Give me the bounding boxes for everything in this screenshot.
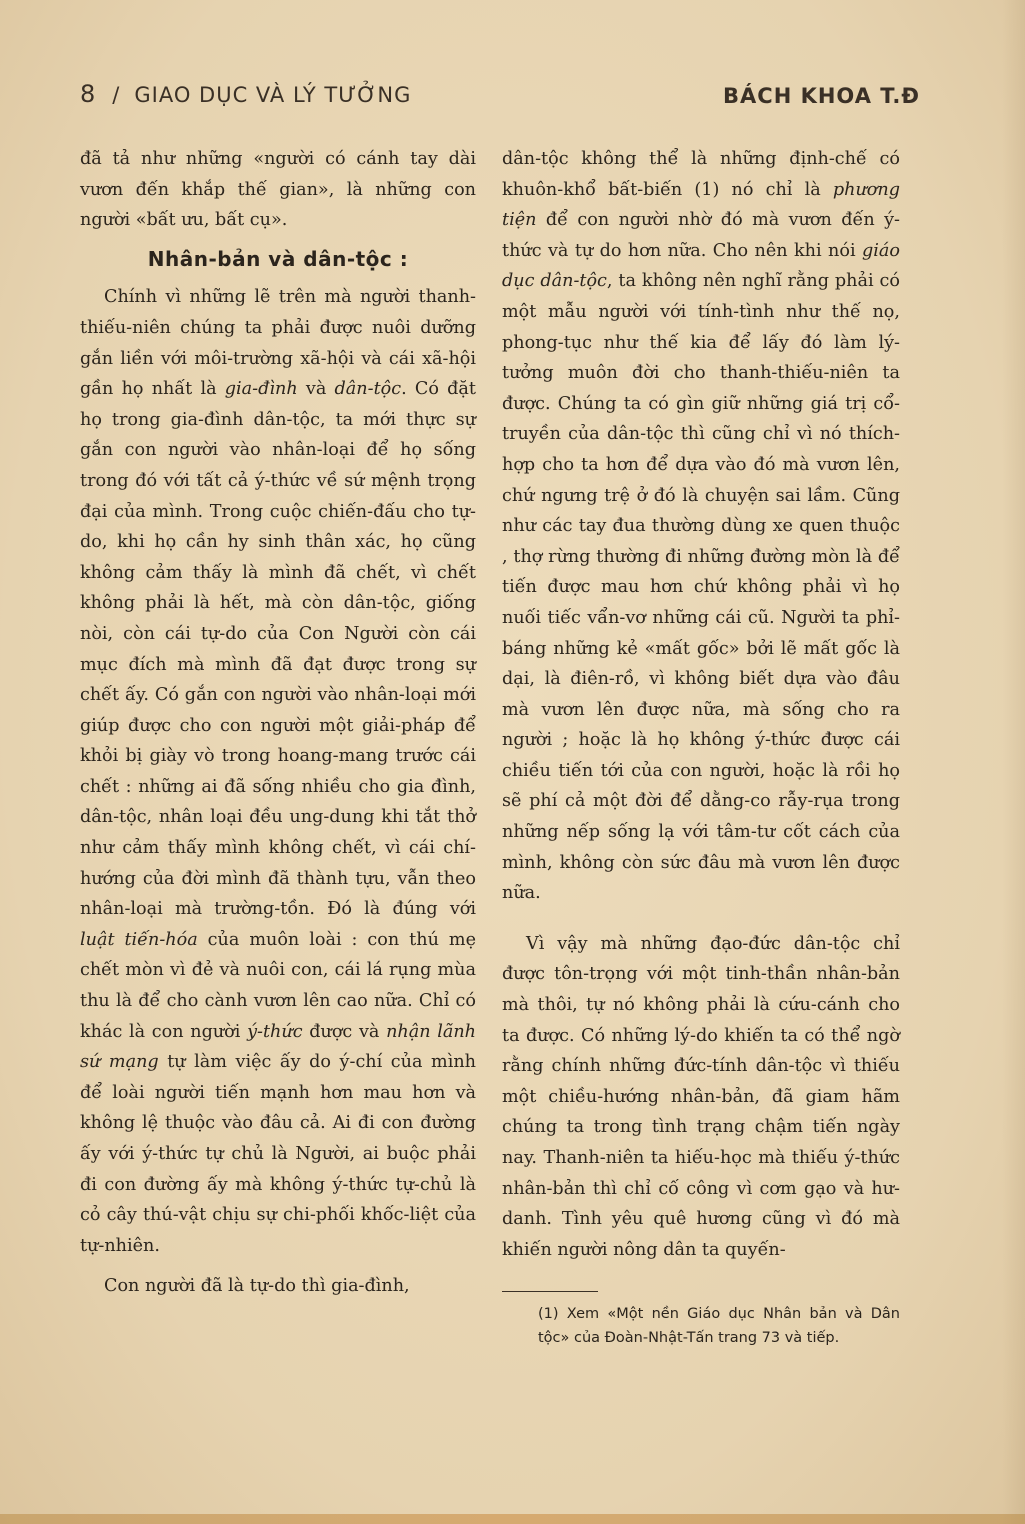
left-column: [80, 144, 476, 1302]
left-p2-italic-gia-dinh: gia-đình: [224, 379, 298, 400]
bottom-edge-band: [0, 1514, 1025, 1524]
left-p2-text-a: Chính vì những lẽ trên mà người thanh-thiếu-niên chúng ta phải được nuôi dưỡng gắn liền với môi-trường xã-hội và cái xã-hội gần họ nhất là: [80, 287, 476, 400]
header-separator: /: [112, 83, 121, 107]
right-p1-text-c: , ta không nên nghĩ rằng phải có một mẫu người với tính-tình như thế nọ, phong-tục như thế kia để lấy đó làm lý-tưởng muôn đời cho thanh-thiếu-niên ta được. Chúng ta có gìn giữ những giá trị cổ-truyền của dân-tộc thì cũng chỉ vì nó thích-hợp cho ta hơn để dựa vào đó mà vươn lên, chứ ngưng trệ ở đó là chuyện sai lầm. Cũng như các tay đua thường dùng xe quen thuộc , thợ rừng thường đi những đường mòn là để tiến được mau hơn chứ không phải vì họ nuối tiếc vẩn-vơ những cái cũ. Người ta phỉ-báng những kẻ «mất gốc» bởi lẽ mất gốc là dại, là điên-rồ, vì không biết dựa vào đâu mà vươn lên được nữa, mà sống cho ra người ; hoặc là họ không ý-thức được cái chiều tiến tới của con người, hoặc là rồi họ sẽ phí cả một đời để dằng-co rẫy-rụa trong những nếp sống lạ với tâm-tư cốt cách của mình, không còn sức đâu mà vươn lên được nữa.: [502, 271, 900, 904]
page-edge-shading: [1002, 0, 1025, 1524]
paragraph-gap: [502, 909, 900, 929]
page-number: 8: [80, 80, 97, 108]
left-p2-italic-dan-toc: dân-tộc: [334, 379, 402, 400]
right-p1-italic-phuong-tien: phương tiện: [502, 179, 900, 231]
left-p2-text-a2: và: [297, 379, 335, 400]
right-p1-text-a: dân-tộc không thể là những định-chế có khuôn-khổ bất-biến (1) nó chỉ là: [502, 149, 900, 200]
header-left: [80, 80, 411, 108]
left-p2-text-b: . Có đặt họ trong gia-đình dân-tộc, ta mới thực sự gắn con người vào nhân-loại để họ sống trong đó với tất cả ý-thức về sứ mệnh trọng đại của mình. Trong cuộc chiến-đấu cho tự-do, khi họ cần hy sinh thân xác, họ cũng không cảm thấy là mình đã chết, vì chết không phải là hết, mà còn dân-tộc, giống nòi, còn cái tự-do của Con Người còn cái mục đích mà mình đã đạt được trong sự chết ấy. Có gắn con người vào nhân-loại mới giúp được cho con người một giải-pháp để khỏi bị giày vò trong hoang-mang trước cái chết : những ai đã sống nhiều cho gia đình, dân-tộc, nhân loại đều ung-dung khi tắt thở như cảm thấy mình không chết, vì cái chí-hướng của đời mình đã thành tựu, vẫn theo nhân-loại mà trường-tồn. Đó là đúng với: [80, 379, 476, 920]
running-header: [80, 80, 920, 116]
spacer: [80, 1261, 476, 1271]
left-p2-text-c: của muôn loài : con thú mẹ chết mòn vì đẻ và nuôi con, cái lá rụng mùa thu là để cho cành vươn lên cao nữa. Chỉ có khác là con người: [80, 929, 476, 1042]
article-title: GIAO DỤC VÀ LÝ TƯỞNG: [134, 83, 412, 107]
right-paragraph-2: Vì vậy mà những đạo-đức dân-tộc chỉ được tôn-trọng với một tinh-thần nhân-bản mà thôi, tự nó không phải là cứu-cánh cho ta được. Có những lý-do khiến ta có thể ngờ rằng chính những đức-tính dân-tộc vì thiếu một chiều-hướng nhân-bản, đã giam hãm chúng ta trong tình trạng chậm tiến ngày nay. Thanh-niên ta hiếu-học mà thiếu ý-thức nhân-bản thì chỉ cố công vì cơm gạo và hư-danh. Tình yêu quê hương cũng vì đó mà khiến người nông dân ta quyến-: [502, 933, 900, 1260]
left-p2-text-d: được và: [302, 1021, 387, 1042]
footnote-divider: [502, 1291, 598, 1292]
right-p1-text-b: để con người nhờ đó mà vươn đến ý-thức và tự do hơn nữa. Cho nên khi nói: [502, 210, 900, 261]
left-p2-italic-y-thuc: ý-thức: [247, 1021, 303, 1042]
right-paragraph-1: [502, 144, 900, 909]
left-p2-italic-su-mang: nhận lãnh sứ mạng: [80, 1021, 476, 1073]
left-paragraph-2: [80, 282, 476, 1261]
left-p2-text-e: tự làm việc ấy do ý-chí của mình để loài người tiến mạnh hơn mau hơn và không lệ thuộc vào đâu cả. Ai đi con đường ấy với ý-thức tự chủ là Người, ai buộc phải đi con đường ấy mà không ý-thức tự-chủ là cỏ cây thú-vật chịu sự chi-phối khốc-liệt của tự-nhiên.: [80, 1052, 476, 1256]
left-paragraph-1: đã tả như những «người có cánh tay dài vươn đến khắp thế gian», là những con người «bất ưu, bất cụ».: [80, 149, 476, 231]
right-column: [502, 144, 900, 1350]
left-p2-italic-luat-tien-hoa: luật tiến-hóa: [80, 929, 198, 950]
magazine-name: BÁCH KHOA T.Đ: [723, 84, 920, 108]
footnote: (1) Xem «Một nền Giáo dục Nhân bản và Dân tộc» của Đoàn-Nhật-Tấn trang 73 và tiếp.: [538, 1306, 900, 1347]
right-p1-italic-giao-duc-dan-toc: giáo dục dân-tộc: [502, 240, 900, 292]
left-paragraph-3: Con người đã là tự-do thì gia-đình,: [104, 1276, 410, 1297]
section-heading: Nhân-bản và dân-tộc :: [147, 246, 409, 271]
